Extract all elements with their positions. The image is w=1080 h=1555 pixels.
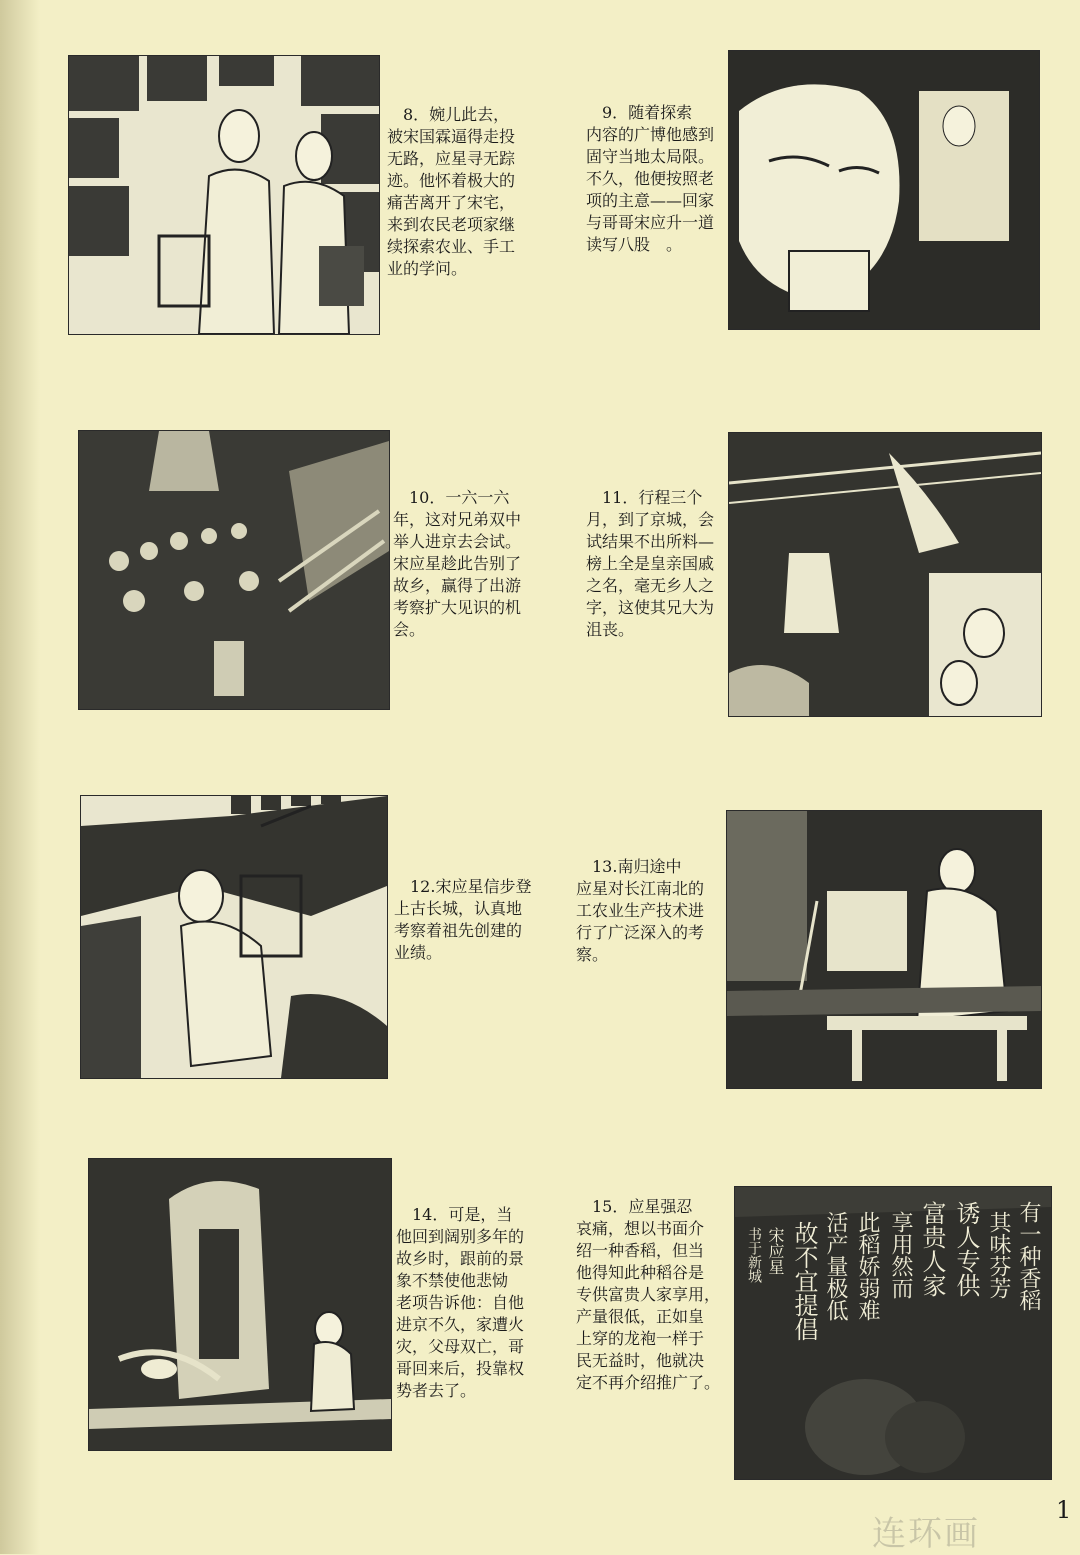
page-number: 1 (1056, 1496, 1072, 1524)
illustration-crowd-street-scene (79, 431, 389, 709)
caption-panel-11: 11．行程三个 月，到了京城，会 试结果不出所料— 榜上全是皇亲国戚 之名，毫无乡人之 字，这使其兄大为 沮丧。 (586, 488, 715, 639)
illustration-panel-11 (728, 432, 1042, 717)
caption-panel-10: 10．一六一六 年，这对兄弟双中 举人进京去会试。 宋应星趁此告别了 故乡，赢得了出游 考察扩大见识的机 会。 (393, 488, 522, 639)
illustration-panel-10 (78, 430, 390, 710)
calligraphy-signature-date: 书于新城 (746, 1227, 762, 1283)
watermark-logo: 连环画 (872, 1515, 980, 1553)
caption-panel-12: 12.宋应星信步登 上古长城，认真地 考察着祖先创建的 业绩。 (394, 877, 532, 962)
illustration-capital-exam-results (729, 433, 1041, 716)
illustration-panel-13 (726, 810, 1042, 1089)
caption-panel-15: 15．应星强忍 哀痛，想以书面介 绍一种香稻，但当 他得知此种稻谷是 专供富贵人家享用， 产量很低，正如皇 上穿的龙袍一样于 民无益时，他就决 定不再介绍推广了。 (576, 1197, 721, 1392)
calligraphy-column: 故不宜提倡 (790, 1221, 818, 1341)
illustration-panel-8 (68, 55, 380, 335)
illustration-panel-14 (88, 1158, 392, 1451)
illustration-man-reading-close-up (729, 51, 1039, 329)
calligraphy-text (735, 1187, 1051, 1479)
calligraphy-column: 富贵人家 (918, 1201, 946, 1297)
illustration-panel-15 (734, 1186, 1052, 1480)
calligraphy-column: 其味芬芳 (986, 1211, 1011, 1299)
caption-panel-14: 14．可是，当 他回到阔别多年的 故乡时，跟前的景 象不禁使他悲恸 老项告诉他：自他 进京不久，家遭火 灾，父母双亡，哥 哥回来后，投靠权 势者去了。 (396, 1205, 525, 1400)
illustration-panel-9 (728, 50, 1040, 330)
calligraphy-column: 诱人专供 (952, 1201, 980, 1297)
calligraphy-signature: 宋应星 (766, 1227, 785, 1275)
caption-panel-9: 9．随着探索 内容的广博他感到 固守当地太局限。 不久，他便按照老 项的主意——回家 与哥哥宋应升一道 读写八股 。 (586, 103, 715, 254)
illustration-man-on-great-wall (81, 796, 387, 1078)
illustration-panel-12 (80, 795, 388, 1079)
caption-panel-13: 13.南归途中 应星对长江南北的 工农业生产技术进 行了广泛深入的考 察。 (576, 857, 705, 964)
illustration-man-seated-with-basket (727, 811, 1041, 1088)
caption-panel-8: 8．婉儿此去， 被宋国霖逼得走投 无路，应星寻无踪 迹。他怀着极大的 痛苦离开了宋宅， 来到农民老项家继 续探索农业、手工 业的学问。 (387, 105, 516, 278)
illustration-ruined-home (89, 1159, 391, 1450)
calligraphy-column: 活产量极低 (823, 1211, 848, 1321)
calligraphy-column: 有一种香稻 (1016, 1201, 1041, 1311)
calligraphy-column: 此稻娇弱难 (855, 1211, 880, 1321)
illustration-two-men-stone-wall (69, 56, 379, 334)
page-binding-shadow (0, 0, 40, 1554)
calligraphy-column: 享用然而 (888, 1211, 913, 1299)
